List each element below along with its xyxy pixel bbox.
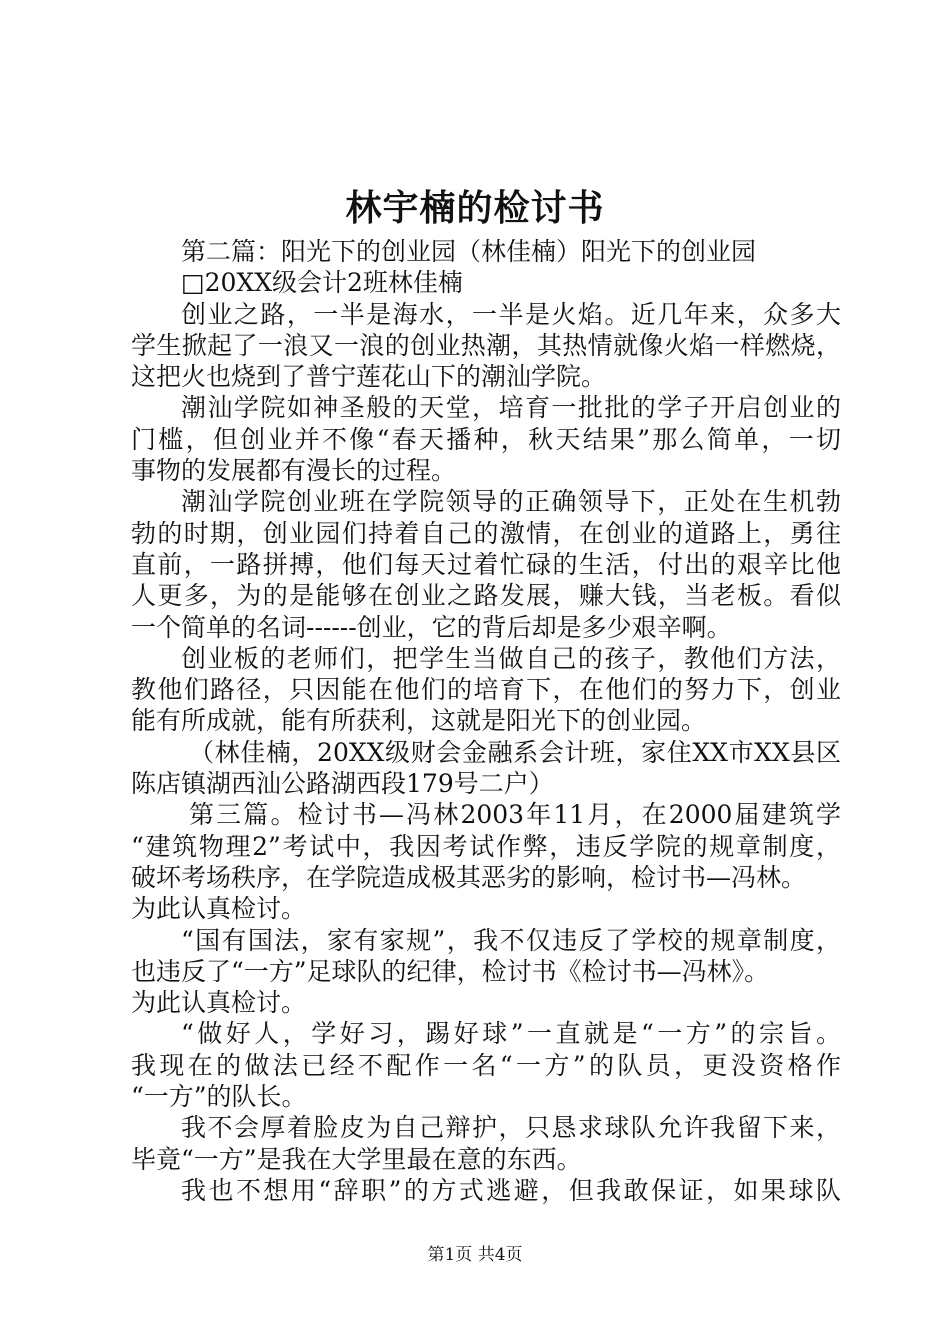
text-line: “做好人，学好习，踢好球”一直就是“一方”的宗旨。 xyxy=(181,1019,841,1049)
text-line: 教他们路径，只因能在他们的培育下，在他们的努力下，创业 xyxy=(131,675,841,705)
text-line: “国有国法，家有家规”，我不仅违反了学校的规章制度， xyxy=(181,925,841,955)
text-line: 直前，一路拼搏，他们每天过着忙碌的生活，付出的艰辛比他 xyxy=(131,549,841,579)
text-line: 陈店镇湖西汕公路湖西段179号二户） xyxy=(131,769,554,799)
text-line: 一个简单的名词------创业，它的背后却是多少艰辛啊。 xyxy=(131,612,732,642)
text-line: “一方”的队长。 xyxy=(131,1082,307,1112)
text-line: 为此认真检讨。 xyxy=(131,988,307,1018)
text-line: 破坏考场秩序，在学院造成极其恶劣的影响，检讨书—冯林。 xyxy=(131,862,807,892)
page-footer: 第1页 共4页 xyxy=(427,1245,523,1265)
text-line: 创业之路，一半是海水，一半是火焰。近几年来，众多大 xyxy=(181,299,841,329)
text-line: 门槛，但创业并不像“春天播种，秋天结果”那么简单，一切 xyxy=(131,424,841,454)
text-line: “建筑物理2”考试中，我因考试作弊，违反学院的规章制度， xyxy=(131,831,841,861)
text-line: 潮汕学院创业班在学院领导的正确领导下，正处在生机勃 xyxy=(181,487,841,517)
text-line: 我现在的做法已经不配作一名“一方”的队员，更没资格作 xyxy=(131,1050,841,1080)
text-line: 为此认真检讨。 xyxy=(131,894,307,924)
text-line: 第二篇：阳光下的创业园（林佳楠）阳光下的创业园 xyxy=(181,237,757,266)
text-line: 这把火也烧到了普宁莲花山下的潮汕学院。 xyxy=(131,362,607,392)
text-line: 事物的发展都有漫长的过程。 xyxy=(131,456,457,486)
text-line: □20XX级会计2班林佳楠 xyxy=(181,268,463,298)
text-line: 毕竟“一方”是我在大学里最在意的东西。 xyxy=(131,1144,582,1174)
text-line: 潮汕学院如神圣般的天堂，培育一批批的学子开启创业的 xyxy=(181,393,841,423)
text-line: （林佳楠，20XX级财会金融系会计班，家住XX市XX县区 xyxy=(189,737,841,767)
text-line: 我不会厚着脸皮为自己辩护，只恳求球队允许我留下来， xyxy=(181,1113,841,1143)
text-line: 也违反了“一方”足球队的纪律，检讨书《检讨书—冯林》。 xyxy=(131,956,770,986)
text-line: 学生掀起了一浪又一浪的创业热潮，其热情就像火焰一样燃烧， xyxy=(131,330,841,360)
document-body xyxy=(131,236,841,1206)
text-line: 勃的时期，创业园们持着自己的激情，在创业的道路上，勇往 xyxy=(131,518,841,548)
text-line: 创业板的老师们，把学生当做自己的孩子，教他们方法， xyxy=(181,643,841,673)
document-title: 林宇楠的检讨书 xyxy=(345,187,605,229)
text-line: 能有所成就，能有所获利，这就是阳光下的创业园。 xyxy=(131,706,707,736)
text-line: 我也不想用“辞职”的方式逃避，但我敢保证，如果球队 xyxy=(181,1175,841,1205)
text-line: 第三篇。检讨书—冯林2003年11月，在2000届建筑学 xyxy=(189,800,841,830)
text-line: 人更多，为的是能够在创业之路发展，赚大钱，当老板。看似 xyxy=(131,581,841,611)
